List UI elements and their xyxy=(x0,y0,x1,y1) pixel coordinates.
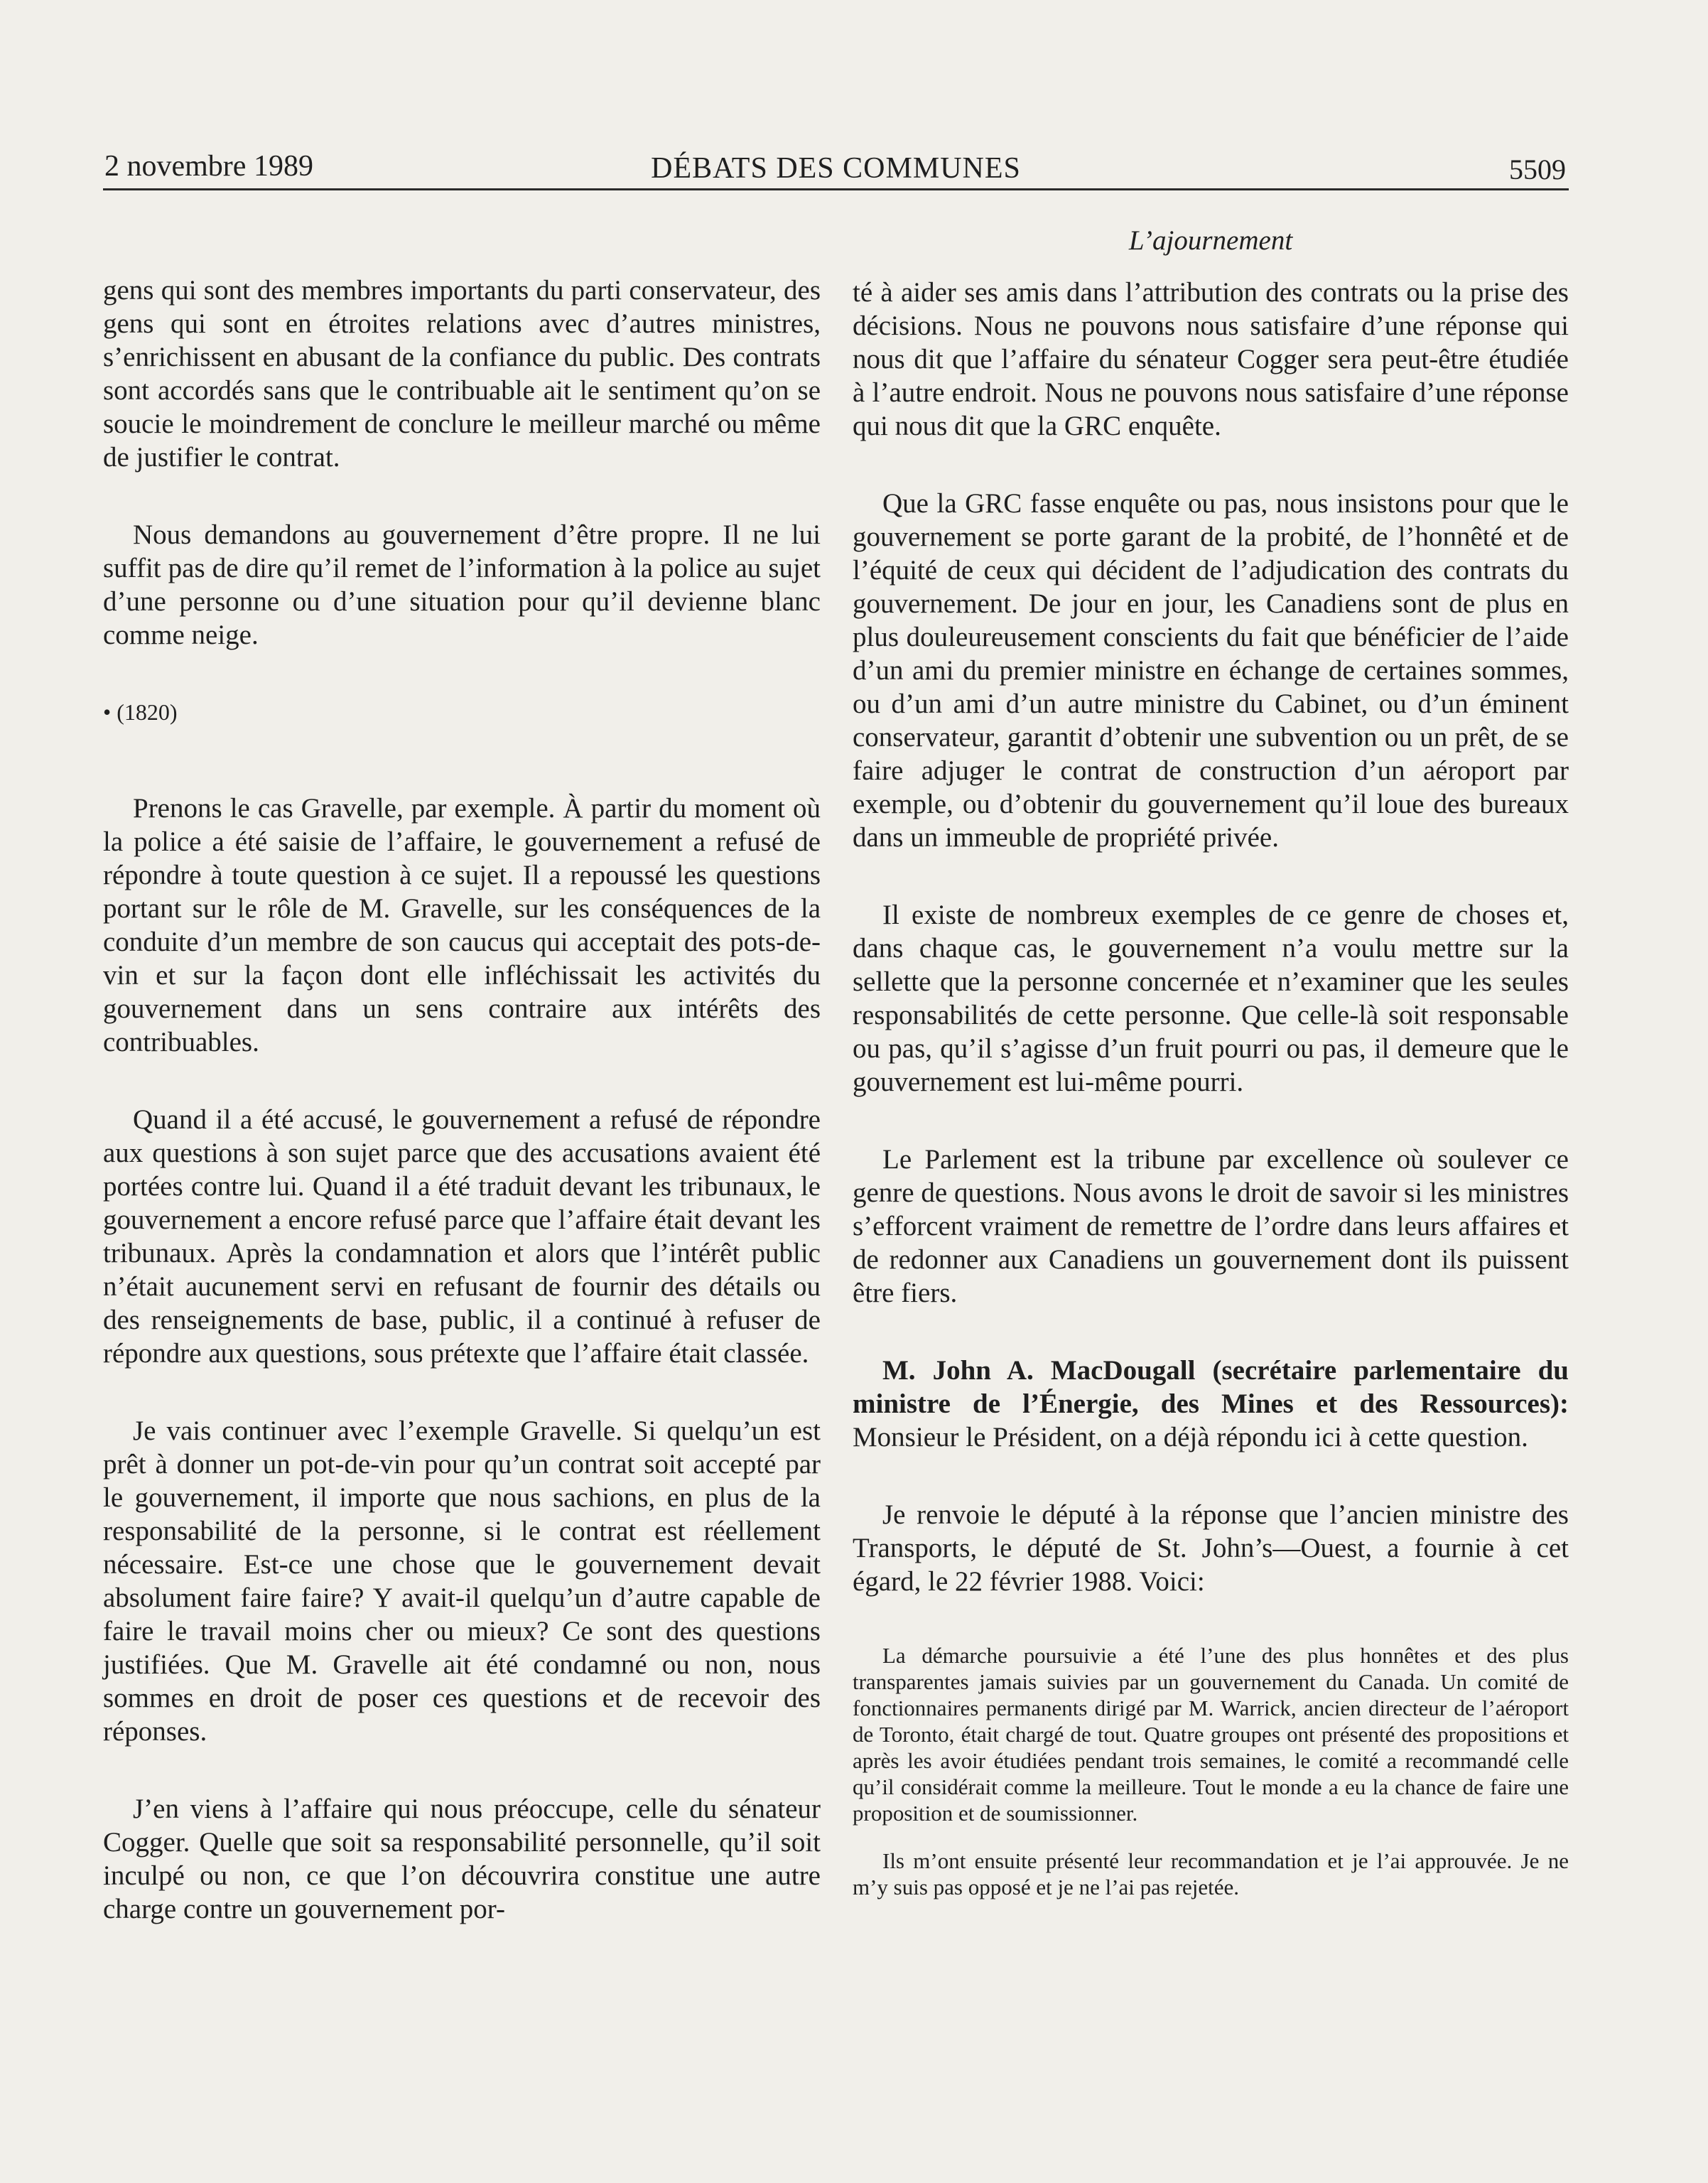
paragraph: Le Parlement est la tribune par excellence où soulever ce genre de questions. Nous avons le droit de savoir si les ministres s’efforcent vraiment de remettre de l’ordre dans leurs affaires et de redonner aux Canadiens un gouvernement dont ils puissent être fiers. xyxy=(853,1144,1569,1308)
header-page-number: 5509 xyxy=(1509,153,1566,185)
speaker-text: Monsieur le Président, on a déjà répondu ici à cette question. xyxy=(853,1422,1528,1452)
speaker-name: M. John A. MacDougall (secrétaire parlementaire du ministre de l’Énergie, des Mines et des Ressources): xyxy=(853,1355,1569,1419)
paragraph: Prenons le cas Gravelle, par exemple. À partir du moment où la police a été saisie de l’affaire, le gouvernement a refusé de répondre à toute question à ce sujet. Il a repoussé les questions portant sur le rôle de M. Gravelle, sur les conséquences de la conduite d’un membre de son caucus qui acceptait des pots-de-vin et sur la façon dont elle infléchissait les activités du gouvernement dans un sens contraire aux intérêts des contribuables. xyxy=(103,793,821,1057)
paragraph: Je vais continuer avec l’exemple Gravelle. Si quelqu’un est prêt à donner un pot-de-vin pour qu’un contrat soit accepté par le gouvernement, il importe que nous sachions, en plus de la responsabilité de la personne, si le contrat est réellement nécessaire. Est-ce une chose que le gouvernement devait absolument faire faire? Y avait-il quelqu’un d’autre capable de faire le travail moins cher ou mieux? Ce sont des questions justifiées. Que M. Gravelle ait été condamné ou non, nous sommes en droit de poser ces questions et de recevoir des réponses. xyxy=(103,1416,821,1747)
paragraph: Nous demandons au gouvernement d’être propre. Il ne lui suffit pas de dire qu’il remet de l’information à la police au sujet d’une personne ou d’une situation pour qu’il devienne blanc comme neige. xyxy=(103,519,821,650)
paragraph: gens qui sont des membres importants du parti conservateur, des gens qui sont en étroites relations avec d’autres ministres, s’enrichissent en abusant de la confiance du public. Des contrats sont accordés sans que le contribuable ait le sentiment qu’on se soucie le moindrement de conclure le meilleur marché ou même de justifier le contrat. xyxy=(103,275,821,473)
right-column xyxy=(853,224,1569,1921)
paragraph: J’en viens à l’affaire qui nous préoccupe, celle du sénateur Cogger. Quelle que soit sa responsabilité personnelle, qu’il soit inculpé ou non, ce que l’on découvrira constitue une autre charge contre un gouvernement por- xyxy=(103,1794,821,1924)
quotation: Ils m’ont ensuite présenté leur recommandation et je l’ai approuvée. Je ne m’y suis pas opposé et je ne l’ai pas rejetée. xyxy=(853,1848,1569,1899)
paragraph: Quand il a été accusé, le gouvernement a refusé de répondre aux questions à son sujet parce que des accusations avaient été portées contre lui. Quand il a été traduit devant les tribunaux, le gouvernement a encore refusé parce que l’affaire était devant les tribunaux. Après la condamnation et alors que l’intérêt public n’était aucunement servi en refusant de fournir des détails ou des renseignements de base, public, il a continué à refuser de répondre aux questions, sous prétexte que l’affaire était classée. xyxy=(103,1104,821,1369)
paragraph: té à aider ses amis dans l’attribution des contrats ou la prise des décisions. Nous ne pouvons nous satisfaire d’une réponse qui nous dit que l’affaire du sénateur Cogger sera peut-être étudiée à l’autre endroit. Nous ne pouvons nous satisfaire d’une réponse qui nous dit que la GRC enquête. xyxy=(853,277,1569,441)
header-date: 2 novembre 1989 xyxy=(104,150,313,183)
page-header xyxy=(103,146,1569,190)
paragraph: Que la GRC fasse enquête ou pas, nous insistons pour que le gouvernement se porte garant de la probité, de l’honnêté et de l’équité de ceux qui décident de l’adjudication des contrats du gouvernement. De jour en jour, les Canadiens sont de plus en plus douleureusement conscients du fait que bénéficier de l’aide d’un ami du premier ministre en échange de certaines sommes, ou d’un ami d’un autre ministre du Cabinet, ou d’un éminent conservateur, garantit d’obtenir une subvention ou un prêt, de se faire adjuger le contrat de construction d’un aéroport par exemple, ou d’obtenir du gouvernement qu’il loue des bureaux dans un immeuble de propriété privée. xyxy=(853,488,1569,853)
paragraph: Je renvoie le député à la réponse que l’ancien ministre des Transports, le député de St. John’s—Ouest, a fournie à cet égard, le 22 février 1988. Voici: xyxy=(853,1499,1569,1597)
speaker-paragraph xyxy=(853,1354,1569,1454)
header-journal-title: DÉBATS DES COMMUNES xyxy=(651,152,1021,185)
section-title: L’ajournement xyxy=(1128,225,1293,256)
quotation: La démarche poursuivie a été l’une des plus honnêtes et des plus transparentes jamais suivies par un gouvernement du Canada. Un comité de fonctionnaires permanents dirigé par M. Warrick, ancien directeur de l’aéroport de Toronto, était chargé de tout. Quatre groupes ont présenté des propositions et après les avoir étudiées pendant trois semaines, le comité a recommandé celle qu’il considérait comme la meilleure. Tout le monde a eu la chance de faire une proposition et de soumissionner. xyxy=(853,1643,1569,1826)
time-marker: • (1820) xyxy=(103,699,178,725)
paragraph: Il existe de nombreux exemples de ce genre de choses et, dans chaque cas, le gouvernement n’a voulu mettre sur la sellette que la personne concernée et n’examiner que les seules responsabilités de cette personne. Que celle-là soit responsable ou pas, qu’il s’agisse d’un fruit pourri ou pas, il demeure que le gouvernement est lui-même pourri. xyxy=(853,900,1569,1097)
left-column xyxy=(103,274,821,1970)
